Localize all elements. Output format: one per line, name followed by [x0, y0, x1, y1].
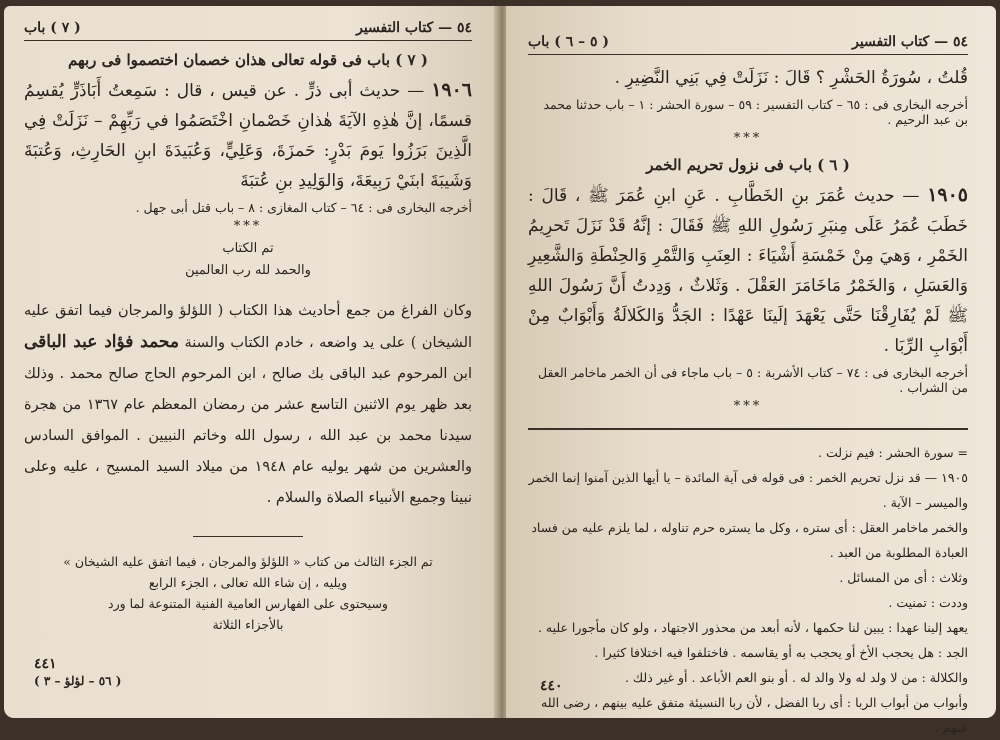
right-stars-1: ***	[733, 131, 763, 146]
end-note-line: تم الجزء الثالث من كتاب « اللؤلؤ والمرجان ، فيما اتفق عليه الشيخان »	[63, 554, 433, 569]
left-stars: ***	[233, 219, 263, 234]
footnote-line: وثلاث : أى من المسائل .	[839, 569, 968, 585]
left-header-title: ٥٤ — كتاب التفسير	[356, 20, 472, 36]
right-header-bab: ( ٥ – ٦ ) باب	[528, 34, 610, 50]
colophon-part-1: وكان الفراغ من جمع أحاديث هذا الكتاب ( اللؤلؤ والمرجان فيما اتفق عليه الشيخان ) على يد واضعه ، خادم الكتاب والسنة	[24, 303, 473, 351]
colophon-part-2: ابن المرحوم عبد الباقى بك صالح ، ابن المرحوم الحاج صالح محمد . وذلك بعد ظهر يوم الاثنين التاسع عشر من رمضان المعظم عام ١٣٦٧ من هجرة سيدنا محمد بن عبد الله ، رسول الله وخاتم النبيين . الموافق السادس والعشرين من شهر يوليه عام ١٩٤٨ من ميلاد السيد المسيح ، عليه وعلى نبينا وجميع الأنبياء الصلاة والسلام .	[24, 366, 473, 506]
right-reference-2: أخرجه البخارى فى : ٧٤ – كتاب الأشربة : ٥ – باب ماجاء فى أن الخمر ماخامر العقل من الشراب .	[538, 365, 968, 395]
surah-hashr-text: قُلتُ ، سُورَةُ الحَشْرِ ؟ قَالَ : نَزَلَتْ فِي بَنِي النَّضِيرِ .	[614, 68, 968, 88]
hadith-1905	[528, 180, 968, 361]
right-page-number: ٤٤٠	[540, 678, 563, 694]
left-page	[4, 6, 498, 718]
signature-mark: ( ٥٦ – لؤلؤ – ٣ )	[34, 674, 122, 688]
footnote-line: الجد : هل يحجب الأخ أو يحجب به أو يقاسمه . فاختلفوا فيه اختلافا كثيرا .	[594, 644, 968, 660]
colophon-paragraph	[24, 296, 472, 514]
footnote-divider	[528, 428, 968, 430]
hadith-1906	[24, 75, 472, 196]
right-reference-1: أخرجه البخارى فى : ٦٥ – كتاب التفسير : ٥٩ – سورة الحشر : ١ – باب حدثنا محمد بن عبد الرحيم .	[543, 97, 968, 127]
tamma-heading: تم الكتاب	[222, 241, 274, 256]
end-note-block	[24, 551, 472, 635]
footnote-line: = سورة الحشر : فيم نزلت .	[818, 444, 968, 460]
right-page	[506, 6, 996, 735]
end-note-line: ويليه ، إن شاء الله تعالى ، الجزء الرابع	[148, 575, 348, 590]
right-header-title: ٥٤ — كتاب التفسير	[852, 34, 968, 50]
hadith-number: ١٩٠٦	[431, 79, 473, 101]
hamd-heading: والحمد لله رب العالمين	[185, 263, 311, 278]
footnote-line: وأبواب من أبواب الربا : أى ربا الفضل ، لأن ربا النسيئة متفق عليه بينهم ، رضى الله عنهم .	[541, 694, 968, 735]
left-header-bab: ( ٧ ) باب	[24, 20, 81, 36]
hadith-number: ١٩٠٥	[927, 184, 969, 206]
author-name: محمد فؤاد عبد الباقى	[24, 332, 179, 352]
footnote-line: يعهد إلينا عهدا : يبين لنا حكمها ، لأنه أبعد من محذور الاجتهاد ، ولو كان مأجورا عليه .	[537, 619, 968, 635]
hadith-text: — حديث أبى ذرٍّ . عن قيس ، قال : سَمِعتُ أَبَاذَرٍّ يُقسِمُ قسمًا، إنَّ هٰذِهِ الآيَةَ هٰذانِ خَصْمانِ اخْتَصَمُوا في رَبِّهِمْ – نَزَلَتْ فِي الَّذِينَ بَرَزُوا يَومَ بَدْرٍ: حَمزَةَ، وَعَلِيٍّ، وَعُبَيدَةَ ابنِ الحَارِثِ، وَعُتبَةَ وَشَيبَةَ ابنَيْ رَبِيعَةَ، وَالوَلِيدِ بنِ عُتبَةَ	[24, 81, 472, 191]
end-note-line: بالأجزاء الثلاثة	[212, 617, 284, 632]
footnote-line: والخمر ماخامر العقل : أى ستره ، وكل ما يستره حرم تناوله ، لما يلزم عليه من فساد العبادة المطلوبة من العبد .	[531, 519, 968, 560]
footnotes	[528, 440, 968, 740]
footnote-line: ١٩٠٥ — قد نزل تحريم الخمر : فى قوله فى آية المائدة – يا أيها الذين آمنوا إنما الخمر والميسر – الآية .	[528, 469, 968, 510]
short-divider	[193, 536, 303, 537]
left-chapter-title: ( ٧ ) باب فى قوله تعالى هذان خصمان اختصموا فى ربهم	[68, 51, 428, 69]
footnote-line: وددت : تمنيت .	[888, 594, 968, 610]
right-running-header	[528, 34, 968, 55]
end-note-line: وسيحتوى على الفهارس العامية الفنية المتنوعة لما ورد	[108, 596, 388, 611]
left-running-header	[24, 20, 472, 41]
hadith-text: — حديث عُمَرَ بنِ الخَطَّابِ . عَنِ ابنِ عُمَرَ ﷺ ، قَالَ : خَطَبَ عُمَرُ عَلَى مِنبَرِ رَسُولِ اللهِ ﷺ فَقَالَ : إنَّهُ قَدْ نَزَلَ تَحرِيمُ الخَمْرِ ، وَهيَ مِنْ خَمْسَةِ أَشْيَاءَ : العِنَبِ وَالتَّمْرِ وَالحِنْطَةِ وَالشَّعِيرِ وَالعَسَلِ ، وَالخَمْرُ مَاخَامَرَ العَقْلَ . وَثَلاثٌ ، وَدِدتُ أَنَّ رَسُولَ اللهِ ﷺ لَمْ يُفَارِقْنَا حَتَّى يَعْهَدَ إلَينَا عَهْدًا : الجَدُّ وَالكَلالَةُ وَأَبْوَابٌ مِنْ أَبْوَابِ الرِّبَا .	[528, 186, 968, 356]
footnote-line: والكلالة : من لا ولد له ولا والد له . أو بنو العم الأباعد . أو غير ذلك .	[624, 669, 968, 685]
right-chapter-title: ( ٦ ) باب فى نزول تحريم الخمر	[646, 156, 850, 174]
left-folio-block	[34, 656, 121, 688]
left-page-number: ٤٤١	[34, 656, 57, 672]
right-stars-2: ***	[733, 399, 763, 414]
left-reference: أخرجه البخارى فى : ٦٤ – كتاب المغازى : ٨ – باب قتل أبى جهل .	[135, 200, 472, 215]
